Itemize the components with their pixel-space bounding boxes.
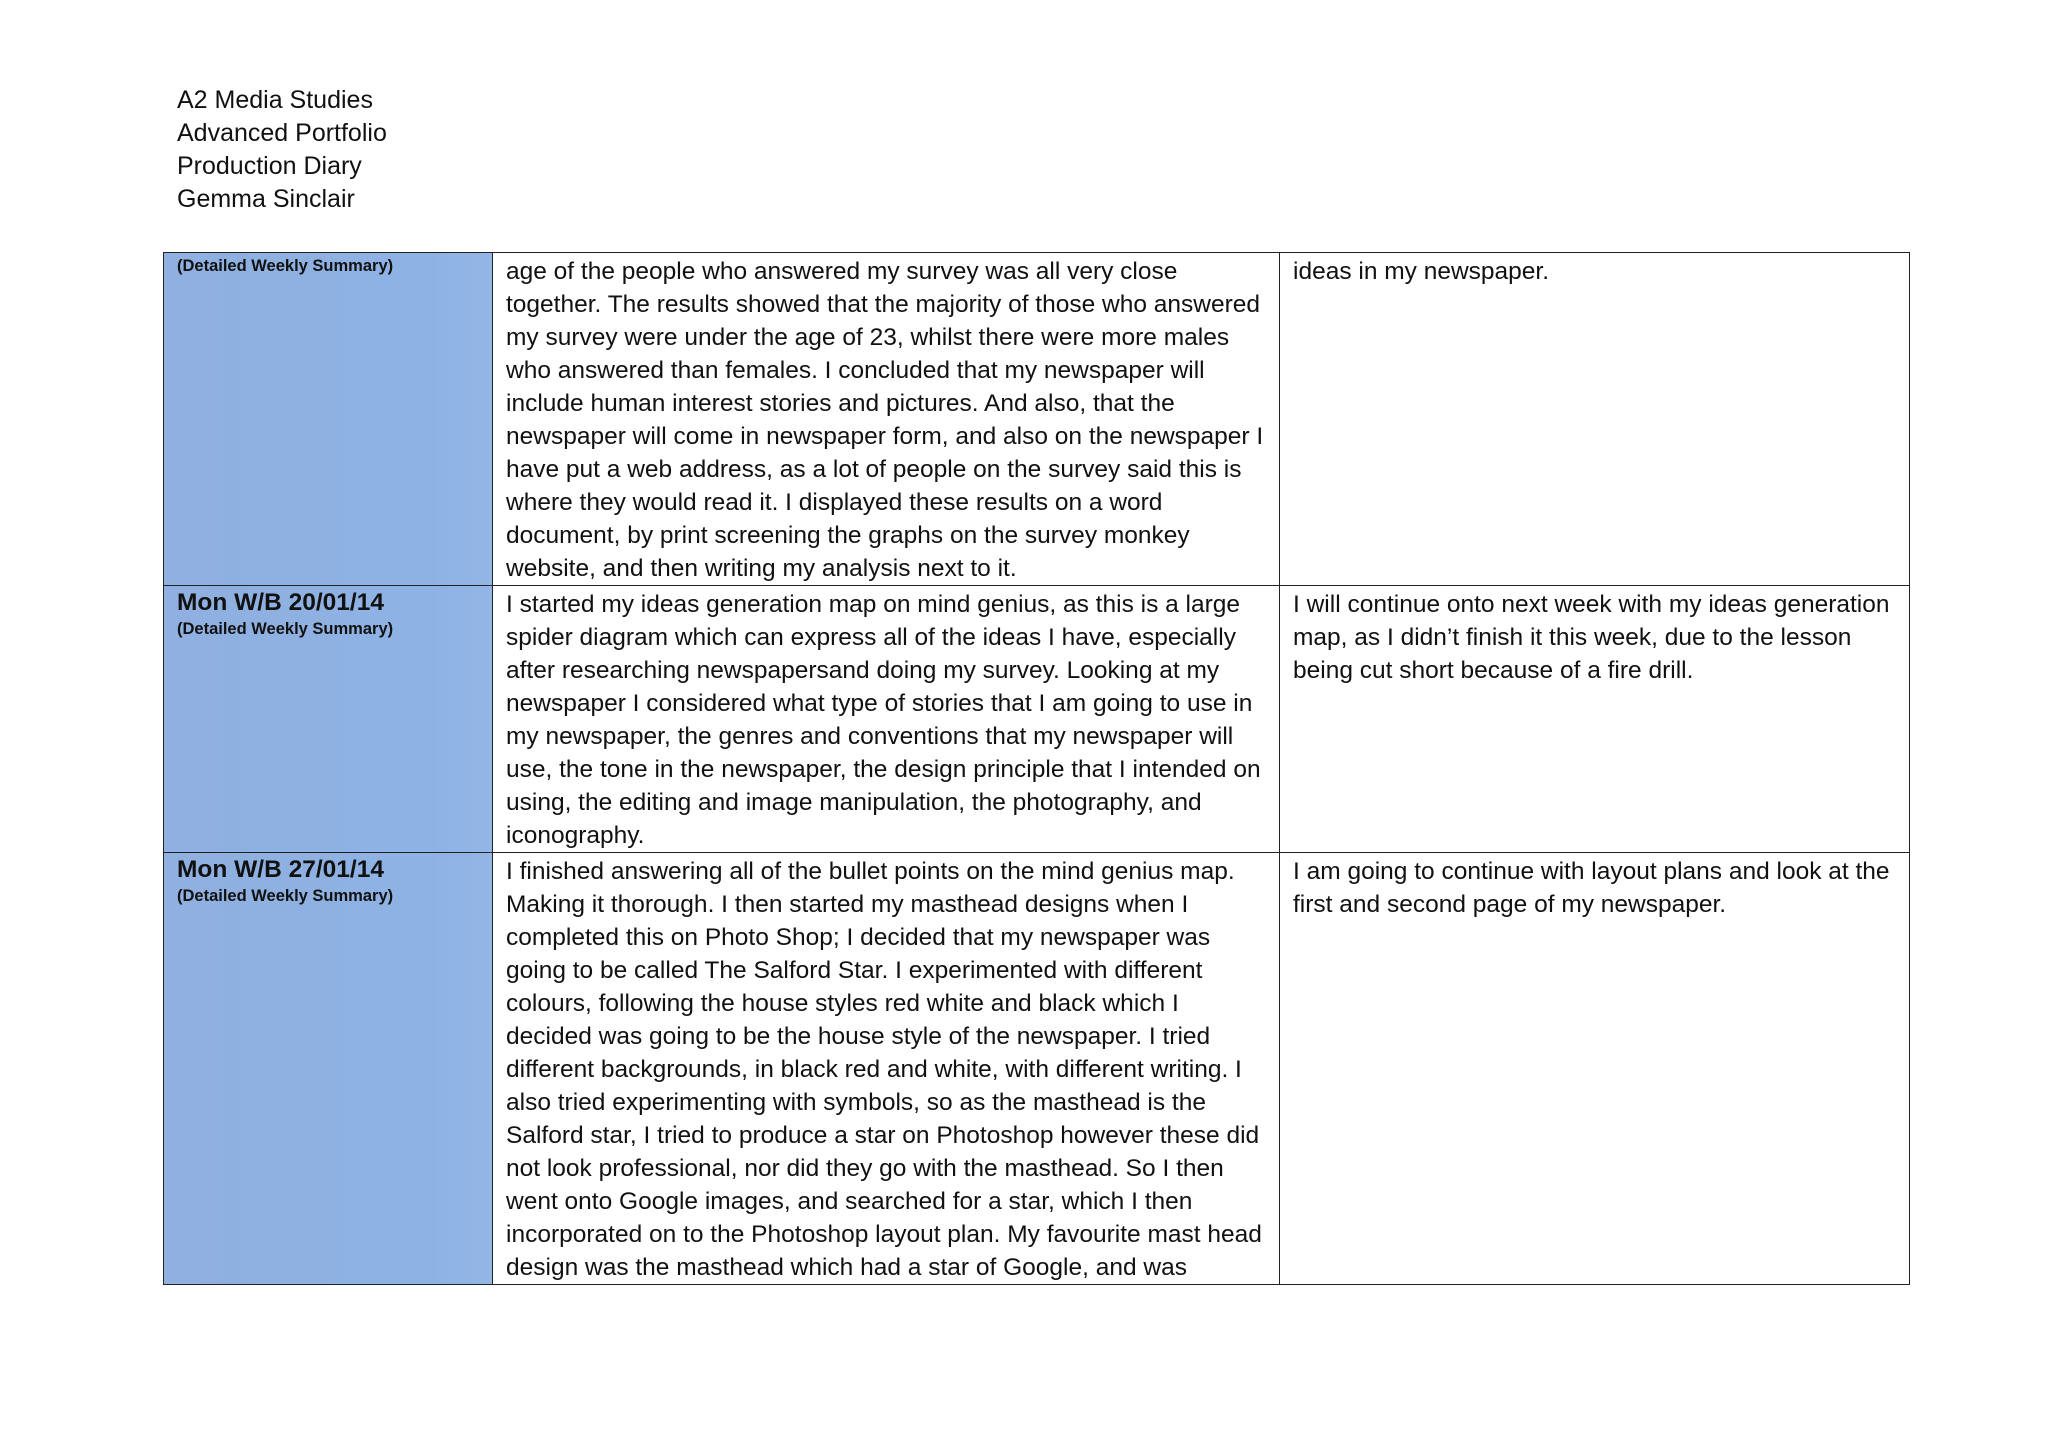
weekly-summary-cell: age of the people who answered my survey was all very close together. The results showed that the majority of those who answered my survey were under the age of 23, whilst there were more males who answered than females. I concluded that my newspaper will include human interest stories and pictures. And also, that the newspaper will come in newspaper form, and also on the newspaper I have put a web address, as a lot of people on the survey said this is where they would read it. I displayed these results on a word document, by print screening the graphs on the survey monkey website, and then writing my analysis next to it. (493, 253, 1280, 586)
week-subtitle: (Detailed Weekly Summary) (177, 257, 394, 275)
table-row (164, 586, 1910, 853)
weekly-summary-cell: I started my ideas generation map on mind genius, as this is a large spider diagram which can express all of the ideas I have, especially after researching newspapersand doing my survey. Looking at my newspaper I considered what type of stories that I am going to use in my newspaper, the genres and conventions that my newspaper will use, the tone in the newspaper, the design principle that I intended on using, the editing and image manipulation, the photography, and iconography. (493, 586, 1280, 853)
week-date: Mon W/B 20/01/14 (177, 589, 384, 616)
table-row (164, 253, 1910, 586)
production-diary-table (163, 252, 1910, 1285)
document-header (177, 84, 387, 216)
table-row (164, 853, 1910, 1285)
week-cell (164, 253, 493, 586)
next-steps-cell: I will continue onto next week with my ideas generation map, as I didn’t finish it this week, due to the lesson being cut short because of a fire drill. (1280, 586, 1910, 853)
next-steps-cell: I am going to continue with layout plans and look at the first and second page of my newspaper. (1280, 853, 1910, 1285)
weekly-summary-cell: I finished answering all of the bullet points on the mind genius map. Making it thorough. I then started my masthead designs when I completed this on Photo Shop; I decided that my newspaper was going to be called The Salford Star. I experimented with different colours, following the house styles red white and black which I decided was going to be the house style of the newspaper. I tried different backgrounds, in black red and white, with different writing. I also tried experimenting with symbols, so as the masthead is the Salford star, I tried to produce a star on Photoshop however these did not look professional, nor did they go with the masthead. So I then went onto Google images, and searched for a star, which I then incorporated on to the Photoshop layout plan. My favourite mast head design was the masthead which had a star of Google, and was (493, 853, 1280, 1285)
portfolio-title: Advanced Portfolio (177, 119, 387, 147)
week-subtitle: (Detailed Weekly Summary) (177, 887, 394, 905)
author-name: Gemma Sinclair (177, 185, 355, 213)
diary-title: Production Diary (177, 152, 362, 180)
week-subtitle: (Detailed Weekly Summary) (177, 620, 394, 638)
week-cell (164, 853, 493, 1285)
week-cell (164, 586, 493, 853)
next-steps-cell: ideas in my newspaper. (1280, 253, 1910, 586)
week-date: Mon W/B 27/01/14 (177, 856, 384, 883)
course-title: A2 Media Studies (177, 86, 373, 114)
